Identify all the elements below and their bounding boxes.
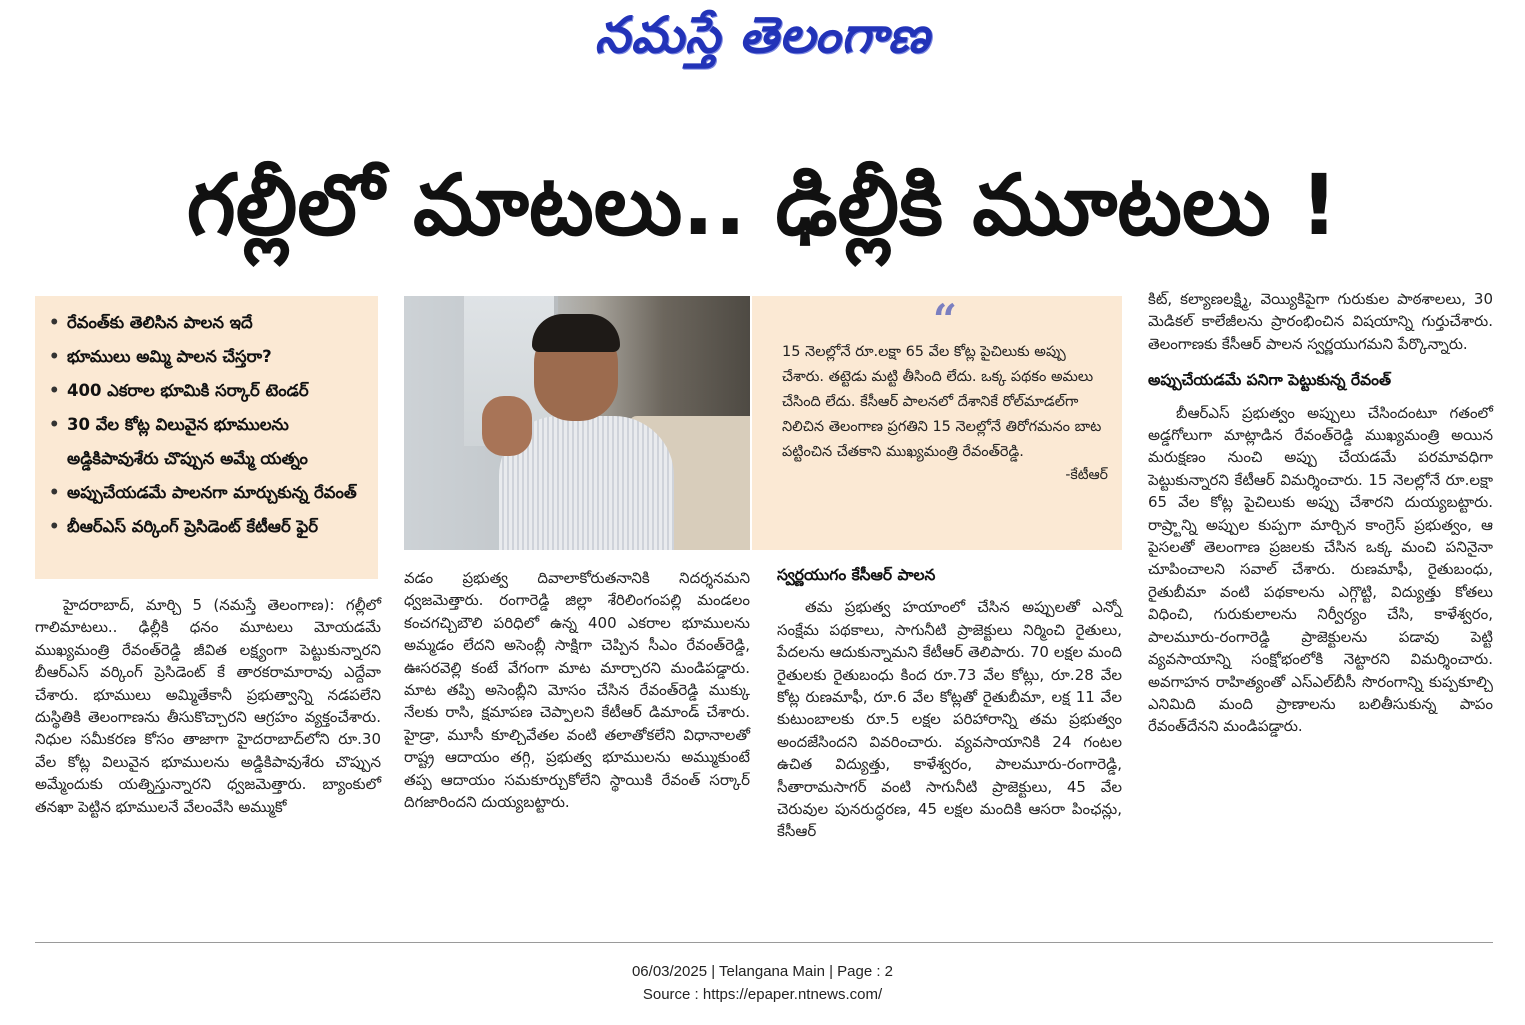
footer-source-link[interactable]: Source : https://epaper.ntnews.com/: [642, 986, 883, 1003]
article-column-4: [1148, 288, 1493, 738]
column-3-subheading: స్వర్ణయుగం కేసీఆర్ పాలన: [777, 566, 936, 584]
pull-quote-text: 15 నెలల్లోనే రూ.లక్షా 65 వేల కోట్ల పైచిలుకు అప్పు చేశారు. తట్టెడు మట్టి తీసింది లేదు. ఒక్క పథకం అమలు చేసింది లేదు. కేసీఆర్ పాలనలో దేశానికే రోల్‌మాడల్‌గా నిలిచిన తెలంగాణ ప్రగతిని 15 నెలల్లోనే తిరోగమనం బాట పట్టించిన చేతకాని ముఖ్యమంత్రి రేవంత్‌రెడ్డి.: [782, 344, 1102, 460]
article-column-2: [404, 567, 750, 813]
highlight-item: • బీఆర్ఎస్ వర్కింగ్ ప్రెసిడెంట్ కేటీఆర్ ఫైర్: [49, 510, 368, 544]
photo-person-hair: [532, 314, 620, 352]
pull-quote-attribution: -కేటీఆర్: [1065, 467, 1108, 483]
column-1-text: హైదరాబాద్, మార్చి 5 (నమస్తే తెలంగాణ): గల్లీలో గాలిమాటలు.. ఢిల్లీకి ధనం మూటలు మోయడమే ముఖ్యమంత్రి రేవంత్‌రెడ్డి జీవిత లక్ష్యంగా పెట్టుకున్నారని బీఆర్ఎస్ వర్కింగ్ ప్రెసిడెంట్ కే తారకరామారావు ఎద్దేవా చేశారు. భూములు అమ్మితేకానీ ప్రభుత్వాన్ని నడపలేని దుస్థితికి తెలంగాణను తీసుకొచ్చారని ఆగ్రహం వ్యక్తంచేశారు. నిధుల సమీకరణ కోసం తాజాగా హైదరాబాద్‌లోని రూ.30 వేల కోట్ల విలువైన భూములను అడ్డికిపావుశేరు చొప్పున అమ్మేందుకు యత్నిస్తున్నారని ధ్వజమెత్తారు. బ్యాంకులో తనఖా పెట్టిన భూములనే వేలంవేసి అమ్ముకో: [35, 596, 381, 816]
footer-edition-info: 06/03/2025 | Telangana Main | Page : 2: [631, 963, 894, 980]
column-3-text: తమ ప్రభుత్వ హయాంలో చేసిన అప్పులతో ఎన్నో సంక్షేమ పథకాలు, సాగునీటి ప్రాజెక్టులు నిర్మించి రైతులు, పేదలను ఆదుకున్నామని కేటీఆర్ తెలిపారు. 70 లక్షల మంది రైతులకు రైతుబంధు కింద రూ.73 వేల కోట్లు, రూ.28 వేల కోట్ల రుణమాఫీ, రూ.6 వేల కోట్లతో రైతుబీమా, లక్ష 11 వేల కుటుంబాలకు రూ.5 లక్షల పరిహారాన్ని తమ ప్రభుత్వం అందజేసిందని వివరించారు. వ్యవసాయానికి 24 గంటల ఉచిత విద్యుత్తు, కాళేశ్వరం, పాలమూరు-రంగారెడ్డి, సీతారామసాగర్ వంటి సాగునీటి ప్రాజెక్టులు, 45 వేల చెరువుల పునరుద్ధరణ, 45 లక్షల మందికి ఆసరా పింఛన్లు, కేసీఆర్: [777, 598, 1122, 841]
column-4-subheading: అప్పుచేయడమే పనిగా పెట్టుకున్న రేవంత్: [1148, 371, 1392, 390]
article-column-3: [777, 564, 1122, 843]
column-2-text: వడం ప్రభుత్వ దివాలాకోరుతనానికి నిదర్శనమని ధ్వజమెత్తారు. రంగారెడ్డి జిల్లా శేరిలింగంపల్లి మండలం కంచగచ్చిబౌలి పరిధిలో ఉన్న 400 ఎకరాల భూములను అమ్మడం లేదని అసెంబ్లీ సాక్షిగా చెప్పిన సీఎం రేవంత్‌రెడ్డి, ఊసరవెల్లి కంటే వేగంగా మాట మార్చారని మండిపడ్డారు. మాట తప్పి అసెంబ్లీని మోసం చేసిన రేవంత్‌రెడ్డి ముక్కు నేలకు రాసి, క్షమాపణ చెప్పాలని కేటీఆర్ డిమాండ్ చేశారు. హైడ్రా, మూసీ కూల్చివేతల వంటి తలాతోకలేని విధానాలతో రాష్ట్ర ఆదాయం తగ్గి, ప్రభుత్వ భూములను అమ్ముకుంటే తప్ప ఆదాయం సమకూర్చుకోలేని స్థాయికి రేవంత్ సర్కార్ దిగజారిందని దుయ్యబట్టారు.: [404, 569, 750, 812]
photo-person-hand: [482, 396, 532, 456]
ktr-photo: [404, 296, 750, 550]
highlight-item: • 400 ఎకరాల భూమికి సర్కార్ టెండర్: [49, 374, 368, 408]
highlight-item: • అప్పుచేయడమే పాలనగా మార్చుకున్న రేవంత్: [49, 476, 368, 510]
newspaper-masthead: [0, 6, 1525, 76]
column-4-text-1: కిట్, కల్యాణలక్ష్మి, వెయ్యికిపైగా గురుకుల పాఠశాలలు, 30 మెడికల్ కాలేజీలను ప్రారంభించిన విషయాన్ని గుర్తుచేశారు. తెలంగాణకు కేసీఆర్ పాలన స్వర్ణయుగమని పేర్కొన్నారు.: [1148, 290, 1493, 353]
masthead-title: నమస్తే తెలంగాణ: [594, 6, 931, 64]
article-headline: గల్లీలో మాటలు.. ఢిల్లీకి మూటలు !: [186, 156, 1339, 254]
article-column-1: [35, 594, 381, 818]
highlight-item: • 30 వేల కోట్ల విలువైన భూములను అడ్డికిపావుశేరు చొప్పున అమ్మే యత్నం: [49, 408, 368, 476]
pull-quote-box: [752, 296, 1122, 550]
highlights-list: [49, 306, 368, 544]
column-4-text-2: బీఆర్ఎస్ ప్రభుత్వం అప్పులు చేసిందంటూ గతంలో అడ్డగోలుగా మాట్లాడిన రేవంత్‌రెడ్డి ముఖ్యమంత్రి అయిన మరుక్షణం నుంచి అప్పు చేయడమే పరమావధిగా పెట్టుకున్నారని కేటీఆర్ విమర్శించారు. 15 నెలల్లోనే రూ.లక్షా 65 వేల కోట్ల పైచిలుకు అప్పు చేశారని దుయ్యబట్టారు. రాష్ర్టాన్ని అప్పుల కుప్పగా మార్చిన కాంగ్రెస్ ప్రభుత్వం, ఆ పైసలతో తెలంగాణ ప్రజలకు చేసిన ఒక్క మంచి పనినైనా చూపించాలని సవాల్ చేశారు. రుణమాఫీ, రైతుబంధు, రైతుబీమా వంటి పథకాలను ఎగ్గొట్టి, విద్యుత్తు కోతలు విధించి, గురుకులాలను నిర్వీర్యం చేసి, కాళేశ్వరం, పాలమూరు-రంగారెడ్డి ప్రాజెక్టులను పడావు పెట్టి వ్యవసాయాన్ని సంక్షోభంలోకి నెట్టారని విమర్శించారు. అవగాహన రాహిత్యంతో ఎస్ఎల్‌బీసీ సొరంగాన్ని కుప్పకూల్చి ఎనిమిది మంది ప్రాణాలను బలితీసుకున్న పాపం రేవంత్‌దేనని మండిపడ్డారు.: [1148, 403, 1493, 736]
quote-mark-icon: “: [932, 295, 958, 344]
highlight-item: • భూములు అమ్మి పాలన చేస్తరా?: [49, 340, 368, 374]
footer-divider: [35, 942, 1493, 943]
highlights-box: [35, 296, 378, 579]
highlight-item: • రేవంత్‌కు తెలిసిన పాలన ఇదే: [49, 306, 368, 340]
